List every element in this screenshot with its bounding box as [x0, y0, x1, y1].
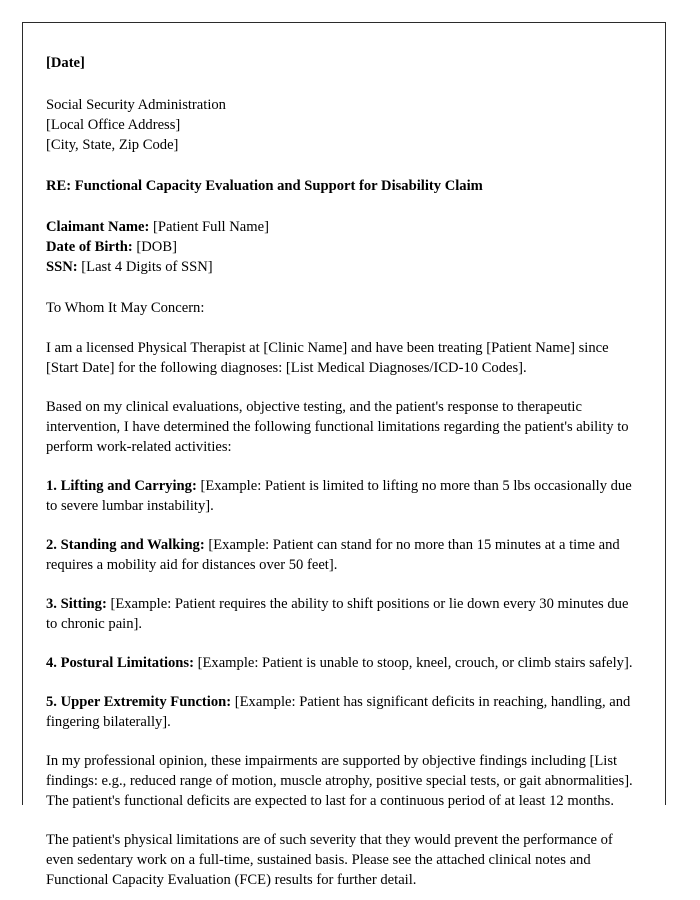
limitation-text: [Example: Patient requires the ability to shift positions or lie down every 30 minutes due to chronic pain].: [46, 596, 629, 632]
claimant-dob-value: [DOB]: [136, 239, 177, 255]
limitation-item: [46, 692, 641, 732]
basis-paragraph: Based on my clinical evaluations, objective testing, and the patient's response to therapeutic intervention, I have determined the following functional limitations regarding the patient's ability to perform work-related activities:: [46, 399, 629, 455]
limitation-item: [46, 594, 641, 634]
severity-paragraph: The patient's physical limitations are of such severity that they would prevent the performance of even sedentary work on a full-time, sustained basis. Please see the attached clinical notes and Functional Capacity Evaluation (FCE) results for further detail.: [46, 832, 613, 888]
opinion-paragraph: In my professional opinion, these impairments are supported by objective findings including [List findings: e.g., reduced range of motion, muscle atrophy, positive special tests, or gait abnormalities]. The patient's functional deficits are expected to last for a continuous period of at least 12 months.: [46, 753, 633, 809]
claimant-info: [46, 217, 641, 277]
salutation: To Whom It May Concern:: [46, 300, 205, 316]
recipient-line-2: [Local Office Address]: [46, 117, 181, 133]
recipient-line-1: Social Security Administration: [46, 97, 226, 113]
claimant-dob-row: [46, 237, 641, 257]
limitation-label: 2. Standing and Walking:: [46, 537, 205, 553]
letter-body: [23, 23, 665, 890]
subject-line: RE: Functional Capacity Evaluation and Support for Disability Claim: [46, 178, 483, 194]
recipient-address: [46, 95, 641, 155]
limitation-label: 5. Upper Extremity Function:: [46, 694, 232, 710]
claimant-ssn-row: [46, 257, 641, 277]
limitation-item: [46, 535, 641, 575]
limitation-item: [46, 653, 641, 673]
limitation-label: 3. Sitting:: [46, 596, 107, 612]
limitation-text: [Example: Patient is limited to lifting no more than 5 lbs occasionally due to severe lumbar instability].: [46, 478, 632, 514]
limitation-label: 4. Postural Limitations:: [46, 655, 194, 671]
limitation-text: [Example: Patient is unable to stoop, kneel, crouch, or climb stairs safely].: [197, 655, 633, 671]
limitation-label: 1. Lifting and Carrying:: [46, 478, 197, 494]
claimant-ssn-label: SSN:: [46, 259, 78, 275]
claimant-name-label: Claimant Name:: [46, 219, 150, 235]
document-page: [22, 22, 666, 888]
limitation-text: [Example: Patient can stand for no more than 15 minutes at a time and requires a mobility aid for distances over 50 feet].: [46, 537, 620, 573]
claimant-name-row: [46, 217, 641, 237]
recipient-line-3: [City, State, Zip Code]: [46, 137, 179, 153]
claimant-name-value: [Patient Full Name]: [153, 219, 269, 235]
claimant-ssn-value: [Last 4 Digits of SSN]: [81, 259, 213, 275]
limitation-item: [46, 476, 641, 516]
limitation-text: [Example: Patient has significant deficits in reaching, handling, and fingering bilaterally].: [46, 694, 631, 730]
intro-paragraph: I am a licensed Physical Therapist at [Clinic Name] and have been treating [Patient Name] since [Start Date] for the following diagnoses: [List Medical Diagnoses/ICD-10 Codes].: [46, 340, 609, 376]
claimant-dob-label: Date of Birth:: [46, 239, 133, 255]
date-placeholder: [Date]: [46, 55, 85, 71]
